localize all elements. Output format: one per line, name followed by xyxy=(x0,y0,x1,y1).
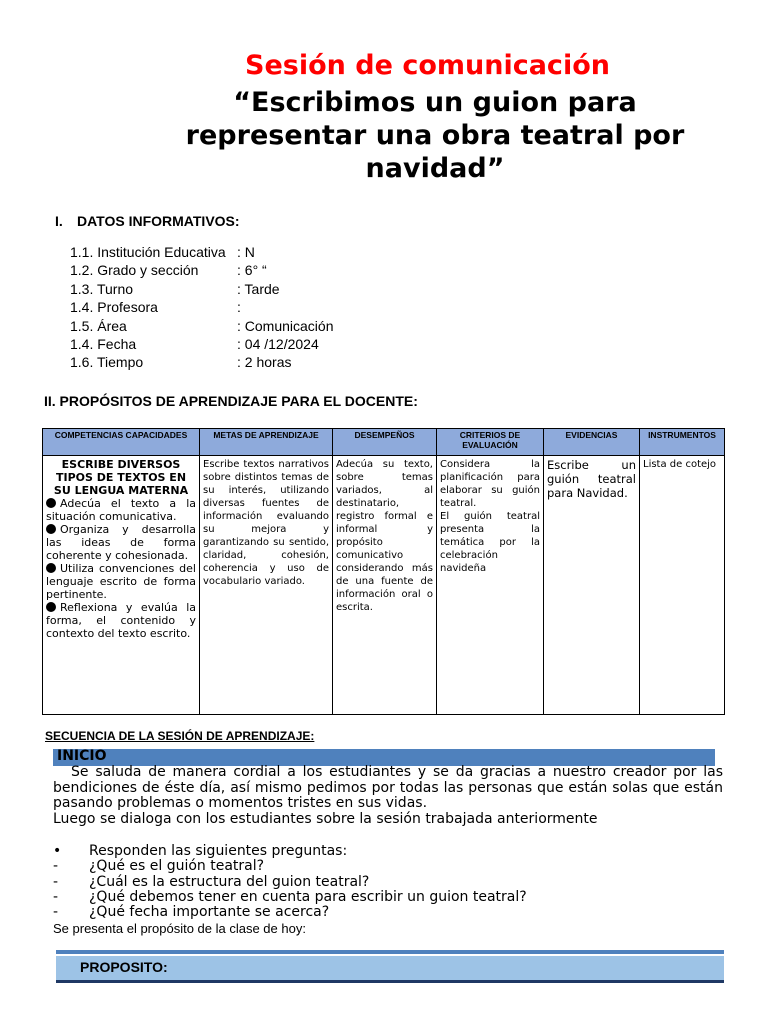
cell-competencias xyxy=(43,456,200,715)
capacidad-text: Organiza y desarrolla las ideas de forma coherente y cohesionada. xyxy=(46,523,196,562)
presenta-text: Se presenta el propósito de la clase de hoy: xyxy=(53,921,306,936)
info-value: : Tarde xyxy=(237,281,280,297)
capacidad-item xyxy=(46,497,196,523)
proposito-heading: PROPOSITO: xyxy=(80,959,168,975)
capacidad-text: Utiliza convenciones del lenguaje escrito de forma pertinente. xyxy=(46,562,196,601)
info-row xyxy=(70,244,255,260)
question-text: ¿Qué fecha importante se acerca? xyxy=(89,904,330,920)
capacidad-text: Reflexiona y evalúa la forma, el contenido y contexto del texto escrito. xyxy=(46,601,196,640)
info-label: 1.3. Turno xyxy=(70,281,134,297)
info-value: : Comunicación xyxy=(237,318,334,334)
info-label: 1.4. Profesora xyxy=(70,299,158,315)
table-header-row xyxy=(43,429,725,456)
header-evidencias: EVIDENCIAS xyxy=(544,429,640,456)
table-row xyxy=(43,456,725,715)
info-label: 1.4. Fecha xyxy=(70,336,137,352)
cell-criterios xyxy=(437,456,544,715)
section-propositos-heading: II. PROPÓSITOS DE APRENDIZAJE PARA EL DOCENTE: xyxy=(44,393,418,409)
bullet: - xyxy=(53,874,59,890)
info-row xyxy=(70,318,334,334)
question-text: ¿Qué es el guión teatral? xyxy=(89,858,265,874)
info-value: : 04 /12/2024 xyxy=(237,336,319,352)
bullet: - xyxy=(53,889,59,905)
criterio-item: Considera la planificación para elaborar su guión teatral. xyxy=(440,459,540,509)
bullet: - xyxy=(53,858,59,874)
info-value: : N xyxy=(237,244,255,260)
header-metas: METAS DE APRENDIZAJE xyxy=(200,429,333,456)
bullet: • xyxy=(53,843,62,859)
bullet-icon xyxy=(46,498,56,508)
proposito-top-rule xyxy=(56,950,724,954)
capacidad-item xyxy=(46,601,196,640)
bullet: - xyxy=(53,904,59,920)
info-row xyxy=(70,281,280,297)
list-item xyxy=(53,874,369,890)
info-value: : 2 horas xyxy=(237,354,292,370)
info-label: 1.1. Institución Educativa xyxy=(70,244,226,260)
section-datos-informativos xyxy=(55,213,240,229)
proposito-bottom-rule xyxy=(56,980,724,983)
question-text: ¿Qué debemos tener en cuenta para escribir un guion teatral? xyxy=(89,889,527,905)
bullet-icon xyxy=(46,563,56,573)
question-text: Responden las siguientes preguntas: xyxy=(89,843,348,859)
section-secuencia-heading: SECUENCIA DE LA SESIÓN DE APRENDIZAJE: xyxy=(45,729,315,743)
question-text: ¿Cuál es la estructura del guion teatral? xyxy=(89,874,370,890)
session-subtitle: “Escribimos un guion para representar una obra teatral por navidad” xyxy=(185,87,685,184)
session-title: Sesión de comunicación xyxy=(245,50,610,81)
info-row xyxy=(70,262,267,278)
info-label: 1.5. Área xyxy=(70,318,127,334)
info-row xyxy=(70,336,319,352)
list-item xyxy=(53,904,329,920)
info-row xyxy=(70,299,241,315)
section-heading: DATOS INFORMATIVOS: xyxy=(77,213,240,229)
info-value: : 6° “ xyxy=(237,262,267,278)
capacidad-item xyxy=(46,523,196,562)
section-number: I. xyxy=(55,213,63,229)
bullet-icon xyxy=(46,524,56,534)
capacidad-item xyxy=(46,562,196,601)
cell-desempenos: Adecúa su texto, sobre temas variados, al destinatario, registro formal e informal y propósito comunicativo considerando más de una fuente de información oral o escrita. xyxy=(333,456,437,715)
competencia-title: ESCRIBE DIVERSOS TIPOS DE TEXTOS EN SU LENGUA MATERNA xyxy=(53,458,189,497)
cell-metas: Escribe textos narrativos sobre distintos temas de su interés, utilizando diversas fuentes de información evaluando su mejora y garantizando su sentido, claridad, cohesión, coherencia y uso de vocabulario variado. xyxy=(200,456,333,715)
criterio-item: El guión teatral presenta la temática por la celebración navideña xyxy=(440,511,540,574)
cell-instrumentos: Lista de cotejo xyxy=(640,456,725,715)
header-criterios: CRITERIOS DE EVALUACIÓN xyxy=(437,429,544,456)
capacidad-text: Adecúa el texto a la situación comunicativa. xyxy=(46,497,196,523)
cell-evidencias: Escribe un guión teatral para Navidad. xyxy=(544,456,640,715)
list-item xyxy=(53,889,527,905)
list-item xyxy=(53,843,347,859)
header-instrumentos: INSTRUMENTOS xyxy=(640,429,725,456)
inicio-text: Se saluda de manera cordial a los estudiantes y se da gracias a nuestro creador por las bendiciones de éste día, así mismo pedimos por todas las personas que están solas que están pasando problemas o momentos tristes en sus vidas. xyxy=(53,764,723,811)
info-row xyxy=(70,354,291,370)
info-label: 1.2. Grado y sección xyxy=(70,262,199,278)
info-value: : xyxy=(237,299,241,315)
list-item xyxy=(53,858,264,874)
bullet-icon xyxy=(46,602,56,612)
inicio-heading: INICIO xyxy=(57,748,107,764)
inicio-paragraph xyxy=(53,765,723,827)
header-desempenos: DESEMPEÑOS xyxy=(333,429,437,456)
inicio-text-2: Luego se dialoga con los estudiantes sobre la sesión trabajada anteriormente xyxy=(53,810,598,827)
header-competencias: COMPETENCIAS CAPACIDADES xyxy=(43,429,200,456)
info-label: 1.6. Tiempo xyxy=(70,354,144,370)
learning-purposes-table xyxy=(42,428,725,715)
